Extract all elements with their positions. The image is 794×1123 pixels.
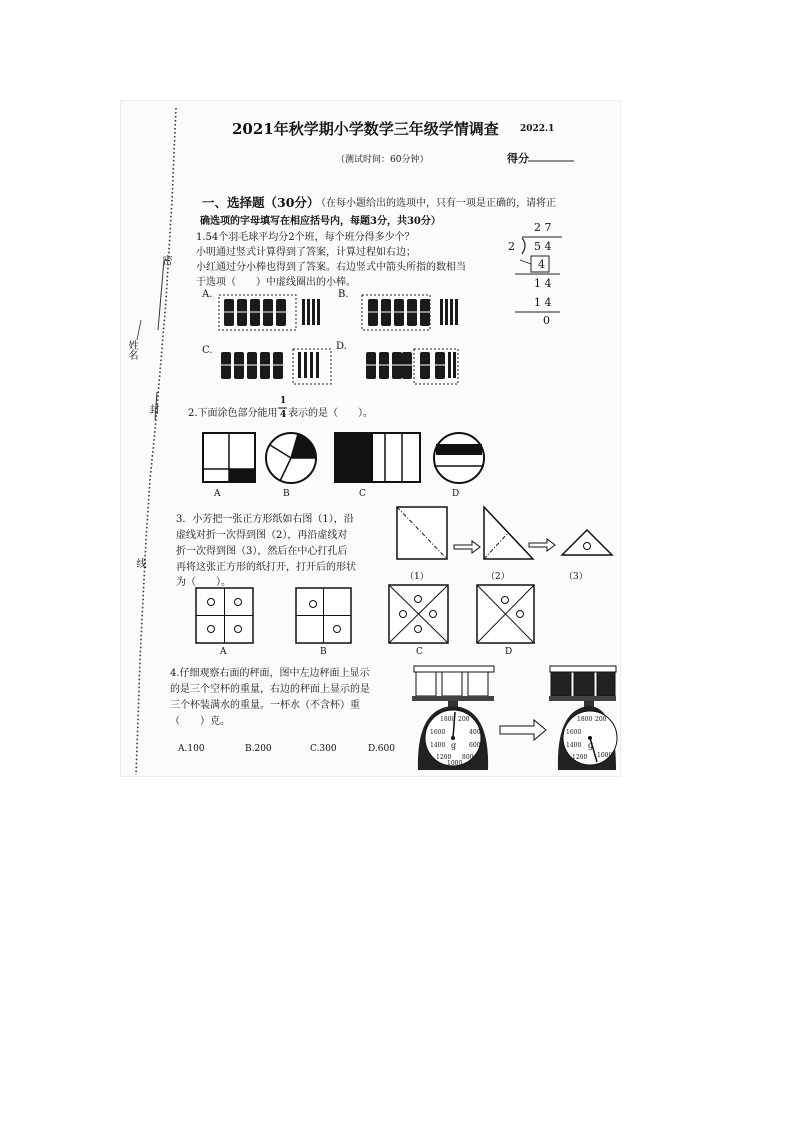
score-label: 得分 xyxy=(507,152,529,165)
name-label: 姓名 xyxy=(126,340,137,360)
left-tick-1600: 1600 xyxy=(430,729,446,736)
q4-line4: （ ）克。 xyxy=(170,716,230,727)
q3-option-b: B xyxy=(320,647,327,657)
exam-date: 2022.1 xyxy=(520,124,555,134)
q2-label-b: B xyxy=(283,489,290,499)
q3-fig-label-3: （3） xyxy=(564,572,588,582)
section1-heading: 一、选择题（30分） xyxy=(202,195,320,210)
left-tick-200: 200 xyxy=(458,716,470,723)
left-tick-600: 600 xyxy=(469,742,481,749)
q1-option-d: D. xyxy=(336,341,347,352)
division-step2: 1 4 xyxy=(534,277,552,290)
right-scale-unit: g xyxy=(588,741,594,750)
left-tick-1000: 1000 xyxy=(447,760,463,767)
left-tick-800: 800 xyxy=(462,754,474,761)
q1-option-c: C. xyxy=(202,345,213,356)
q3-line4: 再将这张正方形的纸打开，打开后的形状 xyxy=(176,562,356,573)
q2-suffix: 表示的是（ ）。 xyxy=(288,408,373,419)
seal-xian: 线 xyxy=(134,558,145,568)
q3-option-d: D xyxy=(505,647,513,657)
q3-line1: 3．小芳把一张正方形纸如右图（1），沿 xyxy=(176,514,354,525)
q3-option-a: A xyxy=(220,647,227,657)
q3-fig-label-2: （2） xyxy=(486,572,510,582)
q1-line4: 于选项（ ）中虚线圈出的小棒。 xyxy=(196,277,356,288)
q1-option-b: B. xyxy=(338,289,349,300)
right-tick-1400: 1400 xyxy=(566,742,582,749)
q4-choice-a: A.100 xyxy=(178,744,205,754)
division-step3: 1 4 xyxy=(534,296,552,309)
q2-fraction-denominator: 4 xyxy=(280,410,287,420)
q3-line3: 折一次得到图（3），然后在中心打孔后 xyxy=(176,546,348,557)
right-tick-1800: 1800 xyxy=(577,716,593,723)
q2-label-a: A xyxy=(214,489,221,499)
q4-choice-c: C.300 xyxy=(310,744,337,754)
left-tick-1200: 1200 xyxy=(436,754,452,761)
seal-feng: 封 xyxy=(147,404,158,414)
division-divisor: 2 xyxy=(508,240,515,253)
right-tick-1200: 1200 xyxy=(572,754,588,761)
left-tick-1800: 1800 xyxy=(440,716,456,723)
q1-line1: 1.54个羽毛球平均分2个班，每个班分得多少个？ xyxy=(196,232,415,243)
q4-choice-b: B.200 xyxy=(245,744,272,754)
division-remainder: 0 xyxy=(543,314,550,327)
q1-option-a: A. xyxy=(202,289,213,300)
section1-instruction-b: 确选项的字母填写在相应括号内，每题3分，共30分） xyxy=(200,216,441,227)
division-step1: 4 xyxy=(538,258,545,271)
q3-option-c: C xyxy=(416,647,423,657)
left-tick-400: 400 xyxy=(469,729,481,736)
q3-line2: 虚线对折一次得到图（2），再沿虚线对 xyxy=(176,530,348,541)
left-scale-unit: g xyxy=(451,741,457,750)
q3-fig-label-1: （1） xyxy=(405,572,429,582)
q1-line2: 小明通过竖式计算得到了答案，计算过程如右边； xyxy=(196,247,416,258)
q2-prefix: 2.下面涂色部分能用 xyxy=(188,408,278,419)
right-tick-1600: 1600 xyxy=(566,729,582,736)
section1-instruction-a: （在每小题给出的选项中，只有一项是正确的，请将正 xyxy=(316,198,556,209)
q4-line1: 4.仔细观察右面的秤面，图中左边秤面上显示 xyxy=(170,668,370,679)
right-tick-1000: 1000 xyxy=(597,752,613,759)
q3-line5: 为（ ）。 xyxy=(176,577,231,588)
q1-line3: 小红通过分小棒也得到了答案。右边竖式中箭头所指的数相当 xyxy=(196,262,466,273)
division-dividend: 5 4 xyxy=(534,240,552,253)
q4-line2: 的是三个空杯的重量，右边的秤面上显示的是 xyxy=(170,684,370,695)
left-tick-1400: 1400 xyxy=(430,742,446,749)
right-tick-200: 200 xyxy=(595,716,607,723)
q4-line3: 三个杯装满水的重量。一杯水（不含杯）重 xyxy=(170,700,360,711)
division-quotient: 2 7 xyxy=(534,221,552,234)
q2-label-c: C xyxy=(359,489,366,499)
time-note: （测试时间：60分钟） xyxy=(336,155,429,165)
exam-title: 2021年秋学期小学数学三年级学情调查 xyxy=(232,120,499,138)
q2-fraction-numerator: 1 xyxy=(280,396,287,406)
q4-choice-d: D.600 xyxy=(368,744,395,754)
seal-mi: 密 xyxy=(160,255,171,265)
q2-label-d: D xyxy=(452,489,460,499)
